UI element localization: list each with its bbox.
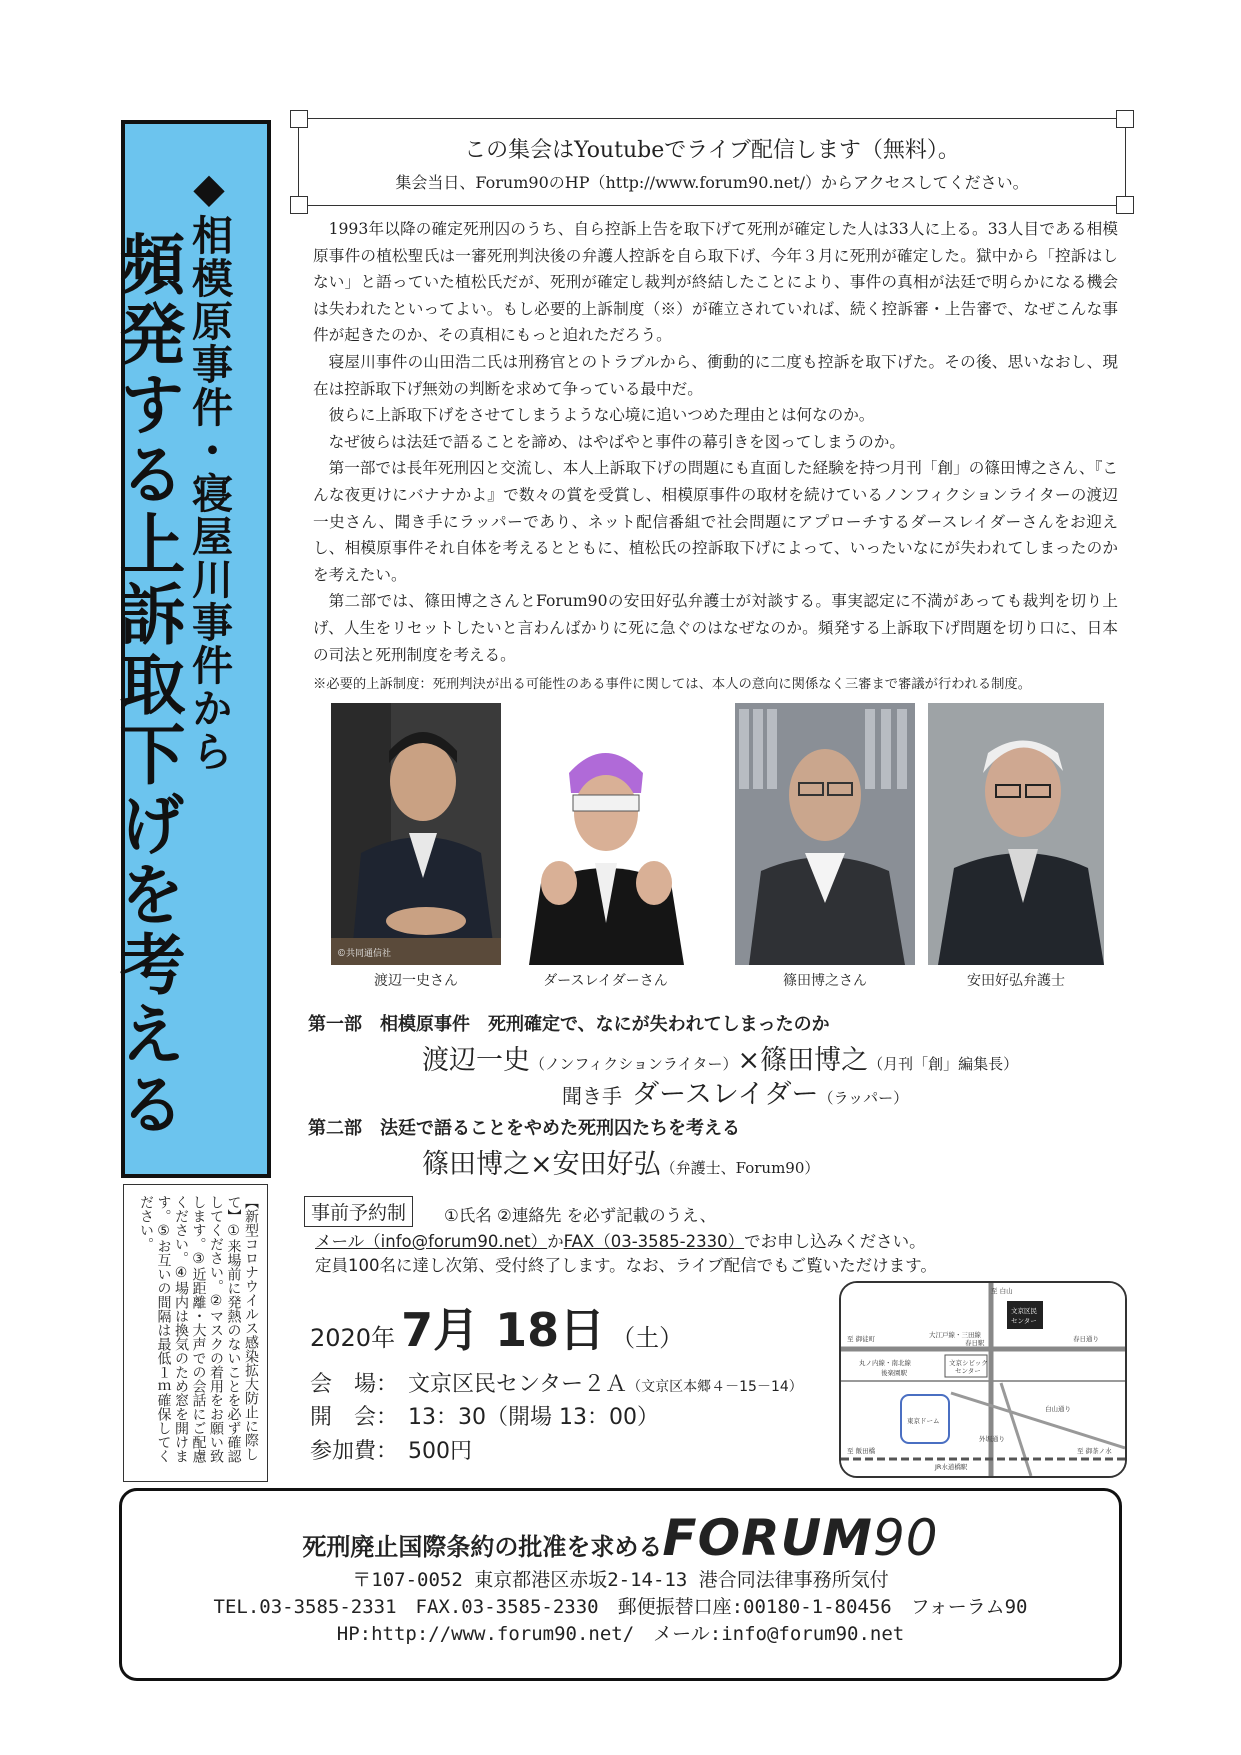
map-label: センター [955, 1367, 981, 1375]
reservation-contact-line [315, 1228, 926, 1252]
map-label: 東京ドーム [907, 1417, 940, 1425]
organizer-title [122, 1509, 1119, 1567]
times-sign: × [530, 1149, 553, 1180]
map-label: 春日通り [1073, 1335, 1099, 1343]
reservation-label: 事前予約制 [304, 1196, 413, 1227]
speaker-role: （ラッパー） [818, 1089, 909, 1107]
reservation-apply-text: でお申し込みください。 [744, 1232, 926, 1251]
map-label: 丸ノ内線・南北線 [859, 1359, 911, 1367]
event-weekday: （土） [611, 1324, 684, 1352]
speaker-role: （弁護士、Forum90） [660, 1159, 820, 1177]
frame-corner-decoration [1116, 110, 1134, 128]
livestream-headline: この集会はYoutubeでライブ配信します（無料）。 [464, 138, 960, 163]
forum90-logo [662, 1509, 938, 1567]
event-year: 2020年 [310, 1324, 396, 1352]
photo-yasuda [928, 703, 1104, 965]
logo-text: FORUM [662, 1509, 873, 1567]
map-label: センター [1011, 1317, 1037, 1325]
body-paragraph: なぜ彼らは法廷で語ることを諦め、はやばやと事件の幕引きを図ってしまうのか。 [328, 432, 905, 451]
photo-caption: 安田好弘弁護士 [967, 973, 1065, 989]
photo-credit: ©共同通信社 [337, 949, 392, 959]
event-date [310, 1294, 683, 1360]
map-label: 外堀通り [979, 1435, 1005, 1443]
reservation-capacity: 定員100名に達し次第、受付終了します。なお、ライブ配信でもご覧いただけます。 [315, 1256, 937, 1275]
reservation-fax-link[interactable]: FAX（03-3585-2330） [563, 1232, 745, 1251]
part1-title: 第一部 相模原事件 死刑確定で、なにが失われてしまったのか [308, 1014, 830, 1035]
speaker-name: 篠田博之 [422, 1149, 530, 1180]
organizer-address: 〒107-0052 東京都港区赤坂2-14-13 港合同法律事務所気付 [352, 1569, 889, 1591]
covid-notice [123, 1184, 268, 1482]
photo-watanabe [331, 703, 501, 965]
map-label: JR水道橋駅 [935, 1463, 968, 1471]
event-subtitle: ◆相模原事件・寝屋川事件から [185, 164, 233, 773]
event-month-day: 7月 18日 [401, 1303, 606, 1357]
photo-darthreider [519, 733, 692, 965]
livestream-notice [298, 118, 1126, 206]
frame-corner-decoration [290, 110, 308, 128]
reservation-email-link[interactable]: メール（info@forum90.net） [315, 1232, 548, 1251]
organizer-footer [119, 1488, 1122, 1681]
organizer-web[interactable]: HP:http://www.forum90.net/ メール:info@forum90.net [336, 1623, 905, 1645]
part2-title: 第二部 法廷で語ることをやめた死刑囚たちを考える [308, 1118, 740, 1139]
fee-row [310, 1434, 472, 1465]
title-banner [108, 120, 271, 1178]
body-paragraph: 第二部では、篠田博之さんとForum90の安田好弘弁護士が対談する。事実認定に不満があっても裁判を切り上げ、人生をリセットしたいと言わんばかりに死に急ぐのはなぜなのか。頻発する上訴取下げ問題を切り口に、日本の司法と死刑制度を考える。 [313, 592, 1118, 664]
map-label: 至 飯田橋 [847, 1447, 876, 1455]
venue-map [839, 1281, 1127, 1478]
logo-number: 90 [872, 1509, 939, 1567]
interviewer-label: 聞き手 [562, 1084, 622, 1108]
interviewer-name: ダースレイダー [632, 1079, 819, 1110]
body-paragraph: 彼らに上訴取下げをさせてしまうような心境に追いつめた理由とは何なのか。 [328, 406, 875, 425]
photo-caption: ダースレイダーさん [543, 973, 668, 989]
livestream-url-line[interactable]: 集会当日、Forum90のHP（http://www.forum90.net/）からアクセスしてください。 [395, 173, 1029, 192]
photo-caption: 渡辺一史さん [374, 973, 458, 989]
fee-amount: 500円 [408, 1439, 472, 1464]
body-paragraph: 1993年以降の確定死刑囚のうち、自ら控訴上告を取下げて死刑が確定した人は33人に上る。33人目である相模原事件の植松聖氏は一審死刑判決後の弁護人控訴を自ら取下げ、今年３月に死刑が確定した。獄中から「控訴はしない」と語っていた植松氏だが、死刑が確定し裁判が終結したことにより、事件の真相が法廷で明らかになる機会は失われたといってよい。もし必要的上訴制度（※）が確立されていれば、続く控訴審・上告審で、なぜこんな事件が起きたのか、その真相にもっと迫れただろう。 [313, 220, 1118, 345]
event-title: 頻発する上訴取下げを考える [108, 230, 185, 1140]
speaker-name: 安田好弘 [552, 1149, 661, 1180]
part1-interviewer [562, 1072, 908, 1111]
reservation-connector: か [547, 1232, 564, 1251]
map-label: 文京シビック [949, 1359, 988, 1367]
map-label: 至 御茶ノ水 [1077, 1447, 1112, 1455]
organizer-lead: 死刑廃止国際条約の批准を求める [302, 1533, 663, 1561]
frame-corner-decoration [290, 196, 308, 214]
map-label: 至 白山 [991, 1287, 1013, 1295]
reservation-instruction: ①氏名 ②連絡先 を必ず記載のうえ、 [444, 1206, 717, 1225]
speaker-name: 渡辺一史 [422, 1045, 530, 1076]
open-time: 13：30（開場 13：00） [408, 1405, 659, 1430]
body-paragraph: 第一部では長年死刑囚と交流し、本人上訴取下げの問題にも直面した経験を持つ月刊「創」の篠田博之さん、『こんな夜更けにバナナかよ』で数々の賞を受賞し、相模原事件の取材を続けているノンフィクションライターの渡辺一史さん、聞き手にラッパーであり、ネット配信番組で社会問題にアプローチするダースレイダーさんをお迎えし、相模原事件それ自体を考えるとともに、植松氏の控訴取下げによって、いったいなにが失われてしまったのかを考えたい。 [313, 459, 1118, 584]
map-label: 至 御徒町 [847, 1335, 876, 1343]
speaker-name: 篠田博之 [760, 1045, 869, 1076]
map-label: 後楽園駅 [881, 1369, 907, 1377]
map-label: 春日駅 [965, 1339, 985, 1347]
body-paragraph: 寝屋川事件の山田浩二氏は刑務官とのトラブルから、衝動的に二度も控訴を取下げた。その後、思いなおし、現在は控訴取下げ無効の判断を求めて争っている最中だ。 [313, 352, 1118, 398]
open-time-row [310, 1400, 659, 1431]
map-label: 大江戸線・三田線 [929, 1331, 981, 1339]
footnote: ※必要的上訴制度：死刑判決が出る可能性のある事件に関しては、本人の意向に関係なく三審まで審議が行われる制度。 [313, 677, 1032, 693]
photo-caption: 篠田博之さん [783, 973, 867, 989]
venue-name: 文京区民センター２Ａ [408, 1372, 628, 1397]
speaker-role: （月刊「創」編集長） [868, 1055, 1019, 1073]
organizer-contact: TEL.03-3585-2331 FAX.03-3585-2330 郵便振替口座:00180-1-80456 フォーラム90 [213, 1596, 1028, 1618]
speaker-role: （ノンフィクションライター） [530, 1055, 738, 1073]
frame-corner-decoration [1116, 196, 1134, 214]
venue-label: 会 場： [310, 1372, 399, 1397]
times-sign: × [737, 1045, 761, 1076]
venue-row [310, 1367, 803, 1398]
fee-label: 参加費： [310, 1439, 399, 1464]
part2-speakers [422, 1142, 819, 1181]
open-label: 開 会： [310, 1405, 399, 1430]
photo-shinoda [735, 703, 915, 965]
map-label: 文京区民 [1011, 1307, 1037, 1315]
venue-address: （文京区本郷４－15－14） [627, 1379, 803, 1395]
body-text [313, 216, 1118, 699]
covid-notice-text: 【新型コロナウイルス感染拡大防止に際して】①来場前に発熱のないことを必ず確認してください。②マスクの着用をお願い致します。③近距離・大声での会話にご配慮ください。④場内は換気のため窓を開けます。⑤お互いの間隔は最低１ｍ確保してください。 [138, 1195, 259, 1463]
map-label: 白山通り [1045, 1405, 1071, 1413]
